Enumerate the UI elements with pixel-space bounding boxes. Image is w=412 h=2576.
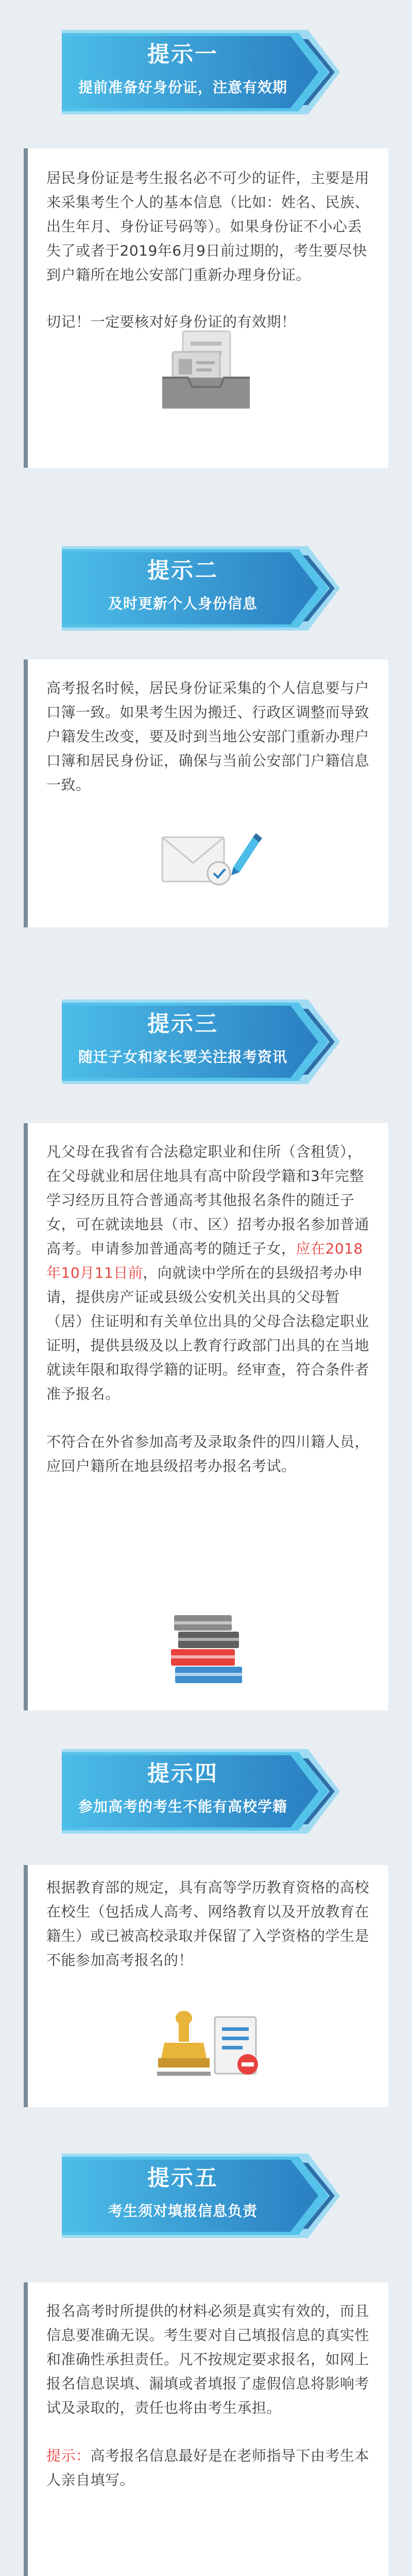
tip-label: 提示：: [46, 2447, 91, 2464]
section-subtitle: 考生须对填报信息负责: [108, 2202, 258, 2219]
section-title: 提示三: [147, 1011, 218, 1037]
section-body-text: 根据教育部的规定，具有高等学历教育资格的高校在校生（包括成人高考、网络教育以及开放教育在籍生）或已被高校录取并保留了入学资格的学生是不能参加高考报名的！: [46, 1879, 370, 1969]
tip-content: 高考报名信息最好是在老师指导下由考生本人亲自填写。: [46, 2447, 370, 2488]
section-4-header: [62, 1749, 340, 1834]
section-body-text: [46, 1140, 375, 1406]
section-subtitle: 参加高考的考生不能有高校学籍: [78, 1798, 287, 1815]
section-body-text: 居民身份证是考生报名必不可少的证件，主要是用来采集考生个人的基本信息（比如：姓名、民族、出生年月、身份证号码等）。如果身份证不小心丢失了或者于2019年6月9日前过期的，考生要尽快到户籍所在地公安部门重新办理身份证。: [46, 170, 370, 283]
section-subtitle: 提前准备好身份证，注意有效期: [78, 79, 287, 96]
section-2-header: [62, 546, 340, 631]
section-subtitle: 及时更新个人身份信息: [108, 595, 258, 612]
section-5-card: [24, 2282, 388, 2576]
envelope-pen-icon: [0, 822, 412, 894]
section-title: 提示二: [147, 558, 218, 584]
section-1-card: [24, 148, 388, 468]
section-5-header: [62, 2154, 340, 2238]
warning-text: 切记！一定要核对好身份证的有效期！: [46, 313, 296, 330]
section-3-header: [62, 999, 340, 1084]
section-body-text: 不符合在外省参加高考及录取条件的四川籍人员，应回户籍所在地县级招考办报名考试。: [46, 1433, 370, 1475]
text-segment: 凡父母在我省有合法稳定职业和住所（含租赁），在父母就业和居住地具有高中阶段学籍和3年完整学习经历且符合普通高考其他报名条件的随迁子女，可在就读地县（市、区）招考办报名参加普通高考。申请参加普通高考的随迁子女，: [46, 1143, 370, 1257]
text-segment: ，向就读中学所在的县级招考办申请，提供房产证或县级公安机关出具的父母暂（居）住证明和有关单位出具的父母合法稳定职业证明，提供县级及以上教育行政部门出具的在当地就读年限和取得学籍的证明。经审查，符合条件者准予报名。: [46, 1264, 370, 1402]
stamp-document-icon: [0, 2007, 412, 2094]
section-title: 提示一: [147, 42, 218, 67]
id-card-tray-icon: [0, 326, 412, 414]
books-icon: [0, 1605, 412, 1692]
section-title: 提示五: [147, 2165, 218, 2191]
section-1-header: [62, 30, 340, 114]
section-subtitle: 随迁子女和家长要关注报考资讯: [78, 1048, 287, 1065]
section-title: 提示四: [147, 1761, 218, 1787]
deadline-highlight: 应在2018年10月11日前: [46, 1240, 363, 1281]
section-body-text: 报名高考时所提供的材料必须是真实有效的，而且信息要准确无误。考生要对自己填报信息的真实性和准确性承担责任。凡不按规定要求报名，如网上报名信息误填、漏填或者填报了虚假信息将影响考试及录取的，责任也将由考生承担。: [46, 2302, 370, 2416]
tip-text: [46, 2444, 375, 2492]
section-body-text: 高考报名时候，居民身份证采集的个人信息要与户口簿一致。如果考生因为搬迁、行政区调整而导致户籍发生改变，要及时到当地公安部门重新办理户口簿和居民身份证，确保与当前公安部门户籍信息一致。: [46, 680, 370, 793]
